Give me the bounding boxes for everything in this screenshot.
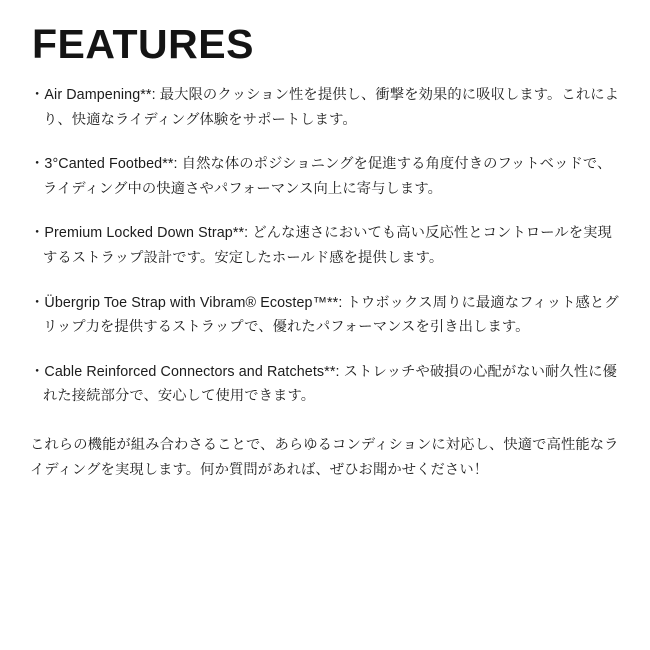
page-title: FEATURES (32, 21, 254, 67)
feature-text: Premium Locked Down Strap**: どんな速さにおいても高い反応性とコントロールを実現するストラップ設計です。安定したホールド感を提供します。 (43, 225, 612, 266)
list-item (30, 221, 620, 270)
list-item (30, 152, 620, 201)
feature-text: Air Dampening**: 最大限のクッション性を提供し、衝撃を効果的に吸収します。これにより、快適なライディング体験をサポートします。 (43, 87, 620, 128)
list-item (30, 83, 620, 132)
features-list (30, 83, 620, 409)
bullet-glyph: ・ (30, 294, 45, 311)
bullet-glyph: ・ (30, 156, 45, 173)
bullet-glyph: ・ (30, 363, 45, 380)
bullet-glyph: ・ (30, 225, 45, 242)
list-item (30, 291, 620, 340)
feature-text: Cable Reinforced Connectors and Ratchets**: ストレッチや破損の心配がない耐久性に優れた接続部分で、安心して使用できます。 (43, 363, 618, 405)
bullet-glyph: ・ (30, 87, 45, 104)
closing-paragraph: これらの機能が組み合わさることで、あらゆるコンディションに対応し、快適で高性能なライディングを実現します。何か質問があれば、ぜひお聞かせください！ (30, 436, 619, 479)
feature-text: Übergrip Toe Strap with Vibram® Ecostep™**: トウボックス周りに最適なフィット感とグリップ力を提供するストラップで、優れたパフォーマンスを引き出します。 (43, 294, 619, 336)
list-item (30, 360, 620, 409)
feature-text: 3°Canted Footbed**: 自然な体のポジショニングを促進する角度付きのフットベッドで、ライディング中の快適さやパフォーマンス向上に寄与します。 (43, 156, 612, 197)
